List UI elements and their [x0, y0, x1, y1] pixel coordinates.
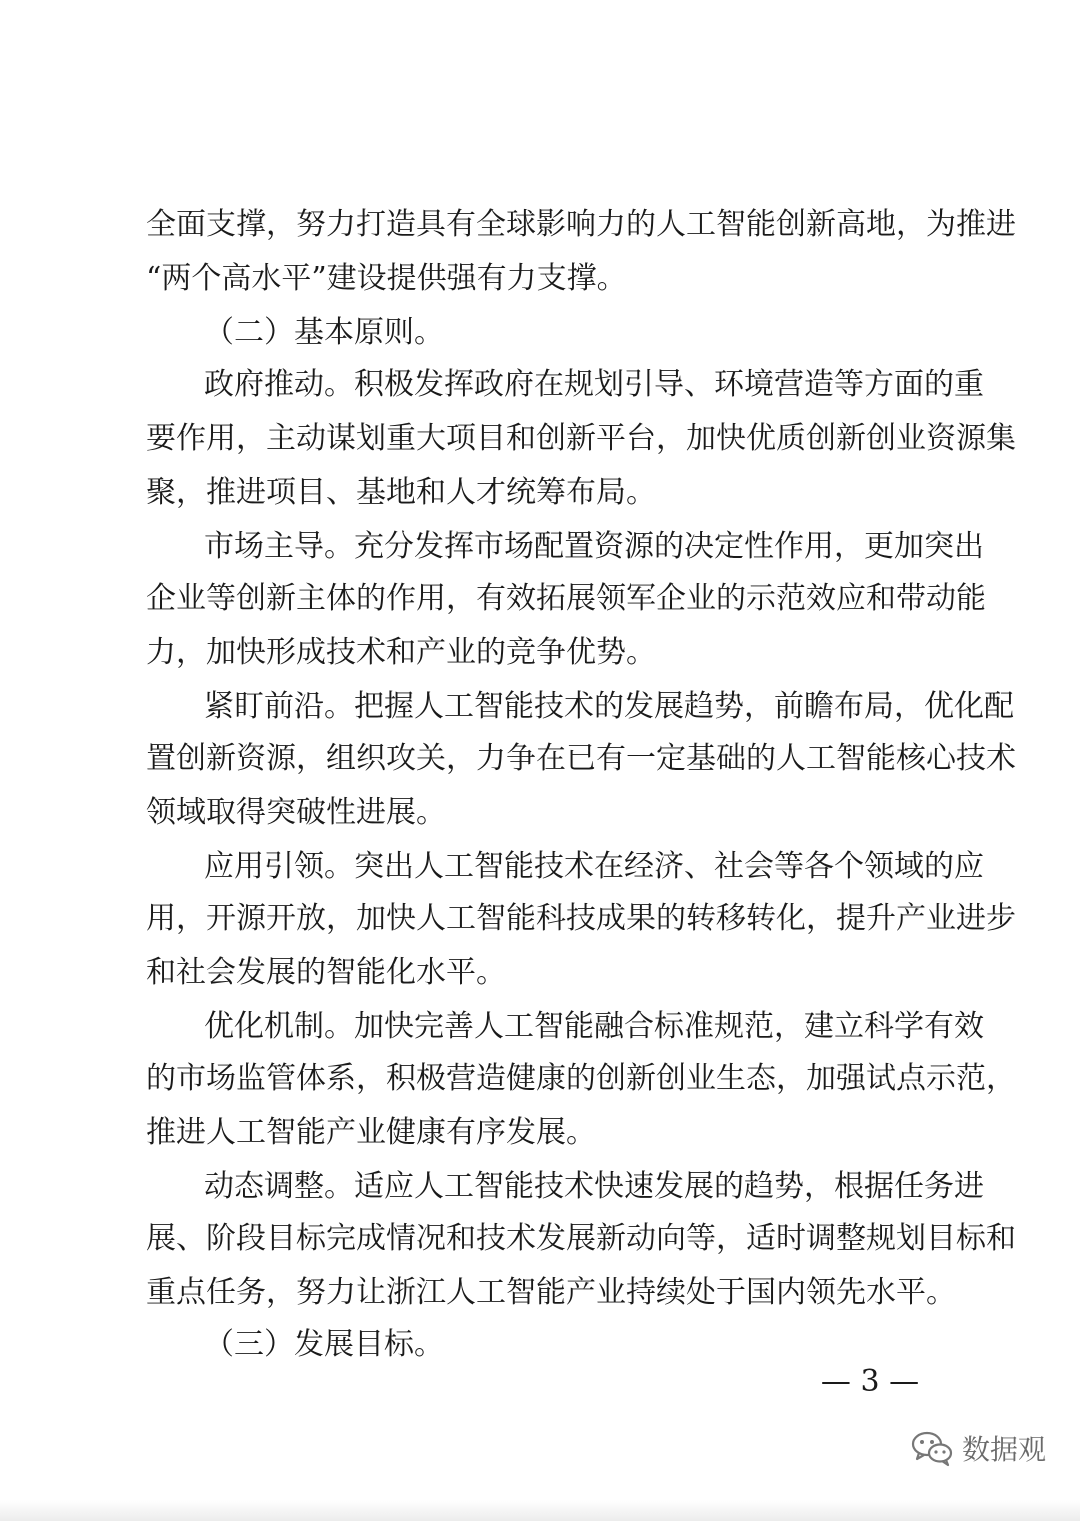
text-line: 力，加快形成技术和产业的竞争优势。 — [146, 635, 656, 670]
text-line: 展、阶段目标完成情况和技术发展新动向等，适时调整规划目标和 — [146, 1221, 1016, 1256]
text-line: 动态调整。适应人工智能技术快速发展的趋势，根据任务进 — [204, 1169, 984, 1204]
text-line: 领域取得突破性进展。 — [146, 795, 446, 830]
page-edge-shadow — [0, 1500, 1080, 1521]
text-line: 全面支撑，努力打造具有全球影响力的人工智能创新高地，为推进 — [146, 207, 1016, 242]
section-heading: （三）发展目标。 — [204, 1327, 444, 1362]
wechat-icon — [910, 1428, 954, 1468]
text-line: 置创新资源，组织攻关，力争在已有一定基础的人工智能核心技术 — [146, 741, 1016, 776]
text-line: 紧盯前沿。把握人工智能技术的发展趋势，前瞻布局，优化配 — [204, 689, 1014, 724]
text-line: 用，开源开放，加快人工智能科技成果的转移转化，提升产业进步 — [146, 901, 1016, 936]
page-number: — 3 — — [820, 1364, 920, 1399]
text-line: 企业等创新主体的作用，有效拓展领军企业的示范效应和带动能 — [146, 581, 986, 616]
watermark-text: 数据观 — [962, 1433, 1047, 1466]
text-line: 聚，推进项目、基地和人才统筹布局。 — [146, 475, 656, 510]
text-line: 和社会发展的智能化水平。 — [146, 955, 506, 990]
text-line: 推进人工智能产业健康有序发展。 — [146, 1115, 596, 1150]
section-heading: （二）基本原则。 — [204, 315, 444, 350]
text-line: 重点任务，努力让浙江人工智能产业持续处于国内领先水平。 — [146, 1275, 956, 1310]
watermark — [910, 1418, 1046, 1478]
text-line: “两个高水平”建设提供强有力支撑。 — [146, 261, 627, 296]
text-line: 要作用，主动谋划重大项目和创新平台，加快优质创新创业资源集 — [146, 421, 1016, 456]
text-line: 政府推动。积极发挥政府在规划引导、环境营造等方面的重 — [204, 367, 984, 402]
text-line: 市场主导。充分发挥市场配置资源的决定性作用，更加突出 — [204, 529, 984, 564]
text-line: 优化机制。加快完善人工智能融合标准规范，建立科学有效 — [204, 1009, 984, 1044]
text-line: 应用引领。突出人工智能技术在经济、社会等各个领域的应 — [204, 849, 984, 884]
text-line: 的市场监管体系，积极营造健康的创新创业生态，加强试点示范， — [146, 1061, 1016, 1096]
